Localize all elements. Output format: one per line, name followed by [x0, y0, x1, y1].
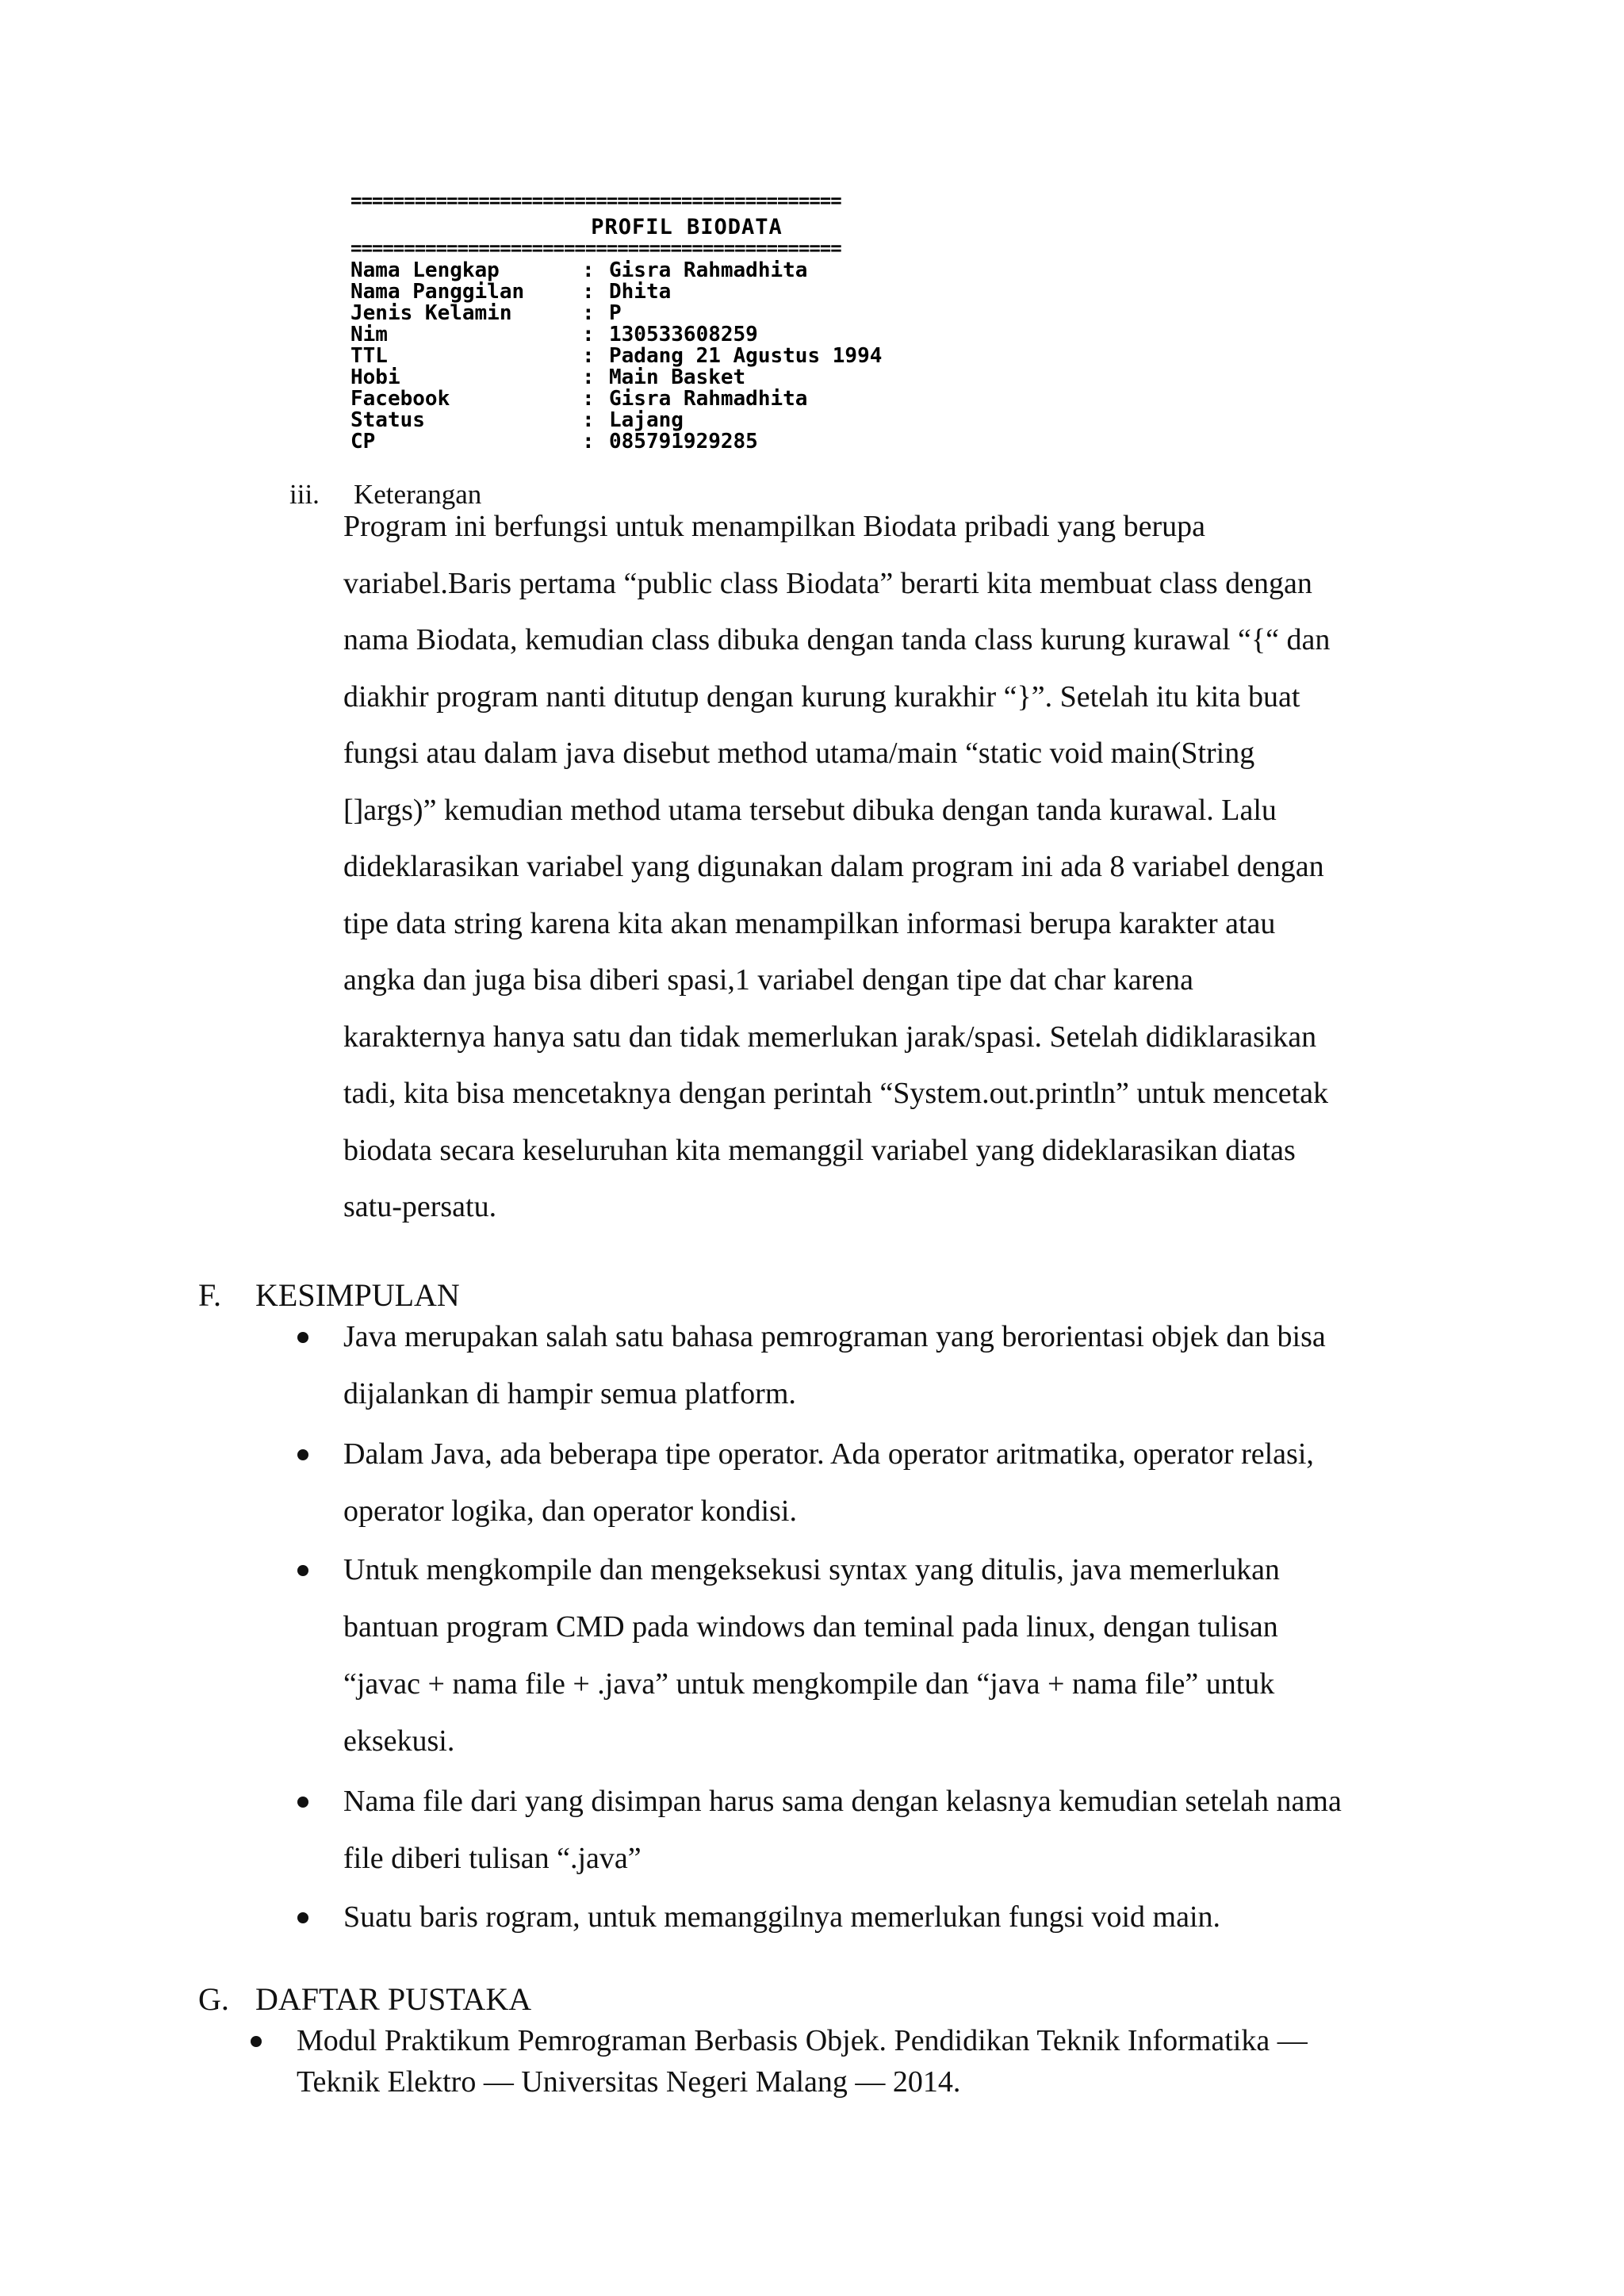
- keterangan-number: iii.: [289, 479, 320, 510]
- kesimpulan-item-line: file diberi tulisan “.java”: [343, 1842, 642, 1875]
- kesimpulan-item-line: Suatu baris rogram, untuk memanggilnya memerlukan fungsi void main.: [343, 1900, 1221, 1934]
- kesimpulan-item-line: “javac + nama file + .java” untuk mengkompile dan “java + nama file” untuk: [343, 1667, 1275, 1701]
- keterangan-line: angka dan juga bisa diberi spasi,1 variabel dengan tipe dat char karena: [343, 963, 1194, 997]
- console-row: [350, 303, 622, 324]
- kesimpulan-letter: F.: [198, 1277, 222, 1313]
- console-row: [350, 324, 758, 346]
- console-row: [350, 431, 758, 453]
- console-row-value: Padang 21 Agustus 1994: [609, 344, 883, 368]
- keterangan-line: variabel.Baris pertama “public class Biodata” berarti kita membuat class dengan: [343, 567, 1312, 600]
- kesimpulan-item-line: eksekusi.: [343, 1724, 455, 1758]
- console-row-separator: :: [582, 365, 595, 389]
- keterangan-line: nama Biodata, kemudian class dibuka dengan tanda class kurung kurawal “{“ dan: [343, 623, 1331, 656]
- keterangan-line: satu-persatu.: [343, 1190, 497, 1223]
- kesimpulan-item-line: Java merupakan salah satu bahasa pemrograman yang berorientasi objek dan bisa: [343, 1320, 1326, 1353]
- console-row: [350, 346, 882, 367]
- pustaka-heading: DAFTAR PUSTAKA: [255, 1981, 532, 2017]
- bullet-icon: [297, 1912, 308, 1923]
- console-row-separator: :: [582, 430, 595, 453]
- bullet-icon: [297, 1797, 308, 1808]
- console-row-value: 130533608259: [609, 323, 758, 346]
- console-row-separator: :: [582, 344, 595, 368]
- pustaka-item-line: Modul Praktikum Pemrograman Berbasis Objek. Pendidikan Teknik Informatika —: [297, 2024, 1308, 2057]
- console-rule-top: ==============================================: [350, 195, 841, 206]
- bullet-icon: [251, 2036, 262, 2047]
- console-row-separator: :: [582, 258, 595, 282]
- console-output-image: [346, 187, 1028, 457]
- pustaka-item-line: Teknik Elektro — Universitas Negeri Malang — 2014.: [297, 2065, 961, 2099]
- kesimpulan-item-line: bantuan program CMD pada windows dan teminal pada linux, dengan tulisan: [343, 1610, 1278, 1644]
- console-row-separator: :: [582, 408, 595, 432]
- bullet-icon: [297, 1332, 308, 1343]
- console-row-separator: :: [582, 301, 595, 325]
- console-row: [350, 367, 745, 388]
- console-row: [350, 260, 807, 281]
- bullet-icon: [297, 1565, 308, 1576]
- console-row-value: 085791929285: [609, 430, 758, 453]
- console-row-label: Facebook: [350, 387, 450, 411]
- kesimpulan-item-line: Dalam Java, ada beberapa tipe operator. Ada operator aritmatika, operator relasi,: [343, 1437, 1314, 1471]
- keterangan-line: diakhir program nanti ditutup dengan kurung kurakhir “}”. Setelah itu kita buat: [343, 680, 1300, 714]
- console-row-label: TTL: [350, 344, 388, 368]
- console-row-value: Dhita: [609, 280, 672, 304]
- console-row-value: P: [609, 301, 622, 325]
- console-row-value: Gisra Rahmadhita: [609, 387, 808, 411]
- console-row-value: Gisra Rahmadhita: [609, 258, 808, 282]
- pustaka-letter: G.: [198, 1981, 229, 2017]
- keterangan-line: tipe data string karena kita akan menampilkan informasi berupa karakter atau: [343, 907, 1276, 940]
- keterangan-line: biodata secara keseluruhan kita memanggil variabel yang dideklarasikan diatas: [343, 1134, 1296, 1167]
- console-row-separator: :: [582, 323, 595, 346]
- console-row-separator: :: [582, 387, 595, 411]
- keterangan-line: []args)” kemudian method utama tersebut dibuka dengan tanda kurawal. Lalu: [343, 794, 1277, 827]
- keterangan-line: dideklarasikan variabel yang digunakan dalam program ini ada 8 variabel dengan: [343, 850, 1324, 883]
- console-row-separator: :: [582, 280, 595, 304]
- bullet-icon: [297, 1449, 308, 1460]
- keterangan-line: fungsi atau dalam java disebut method utama/main “static void main(String: [343, 737, 1255, 770]
- console-title: PROFIL BIODATA: [591, 215, 783, 239]
- console-row-value: Lajang: [609, 408, 684, 432]
- console-row-label: Hobi: [350, 365, 400, 389]
- kesimpulan-item-line: Nama file dari yang disimpan harus sama dengan kelasnya kemudian setelah nama: [343, 1785, 1342, 1818]
- console-row-label: Jenis Kelamin: [350, 301, 512, 325]
- console-row-value: Main Basket: [609, 365, 746, 389]
- kesimpulan-item-line: dijalankan di hampir semua platform.: [343, 1377, 796, 1410]
- console-row-label: Nama Panggilan: [350, 280, 525, 304]
- console-row-label: Status: [350, 408, 425, 432]
- keterangan-line: Program ini berfungsi untuk menampilkan Biodata pribadi yang berupa: [343, 510, 1205, 543]
- console-row: [350, 410, 684, 431]
- console-row: [350, 281, 671, 303]
- console-row-label: CP: [350, 430, 376, 453]
- console-rule-bottom: ==============================================: [350, 243, 841, 254]
- kesimpulan-heading: KESIMPULAN: [255, 1277, 460, 1313]
- kesimpulan-item-line: operator logika, dan operator kondisi.: [343, 1494, 797, 1528]
- console-row: [350, 388, 807, 410]
- keterangan-line: tadi, kita bisa mencetaknya dengan perintah “System.out.println” untuk mencetak: [343, 1077, 1329, 1110]
- keterangan-line: karakternya hanya satu dan tidak memerlukan jarak/spasi. Setelah didiklarasikan: [343, 1020, 1317, 1054]
- keterangan-heading: Keterangan: [354, 479, 482, 510]
- console-row-label: Nim: [350, 323, 388, 346]
- console-row-label: Nama Lengkap: [350, 258, 500, 282]
- kesimpulan-item-line: Untuk mengkompile dan mengeksekusi syntax yang ditulis, java memerlukan: [343, 1553, 1280, 1586]
